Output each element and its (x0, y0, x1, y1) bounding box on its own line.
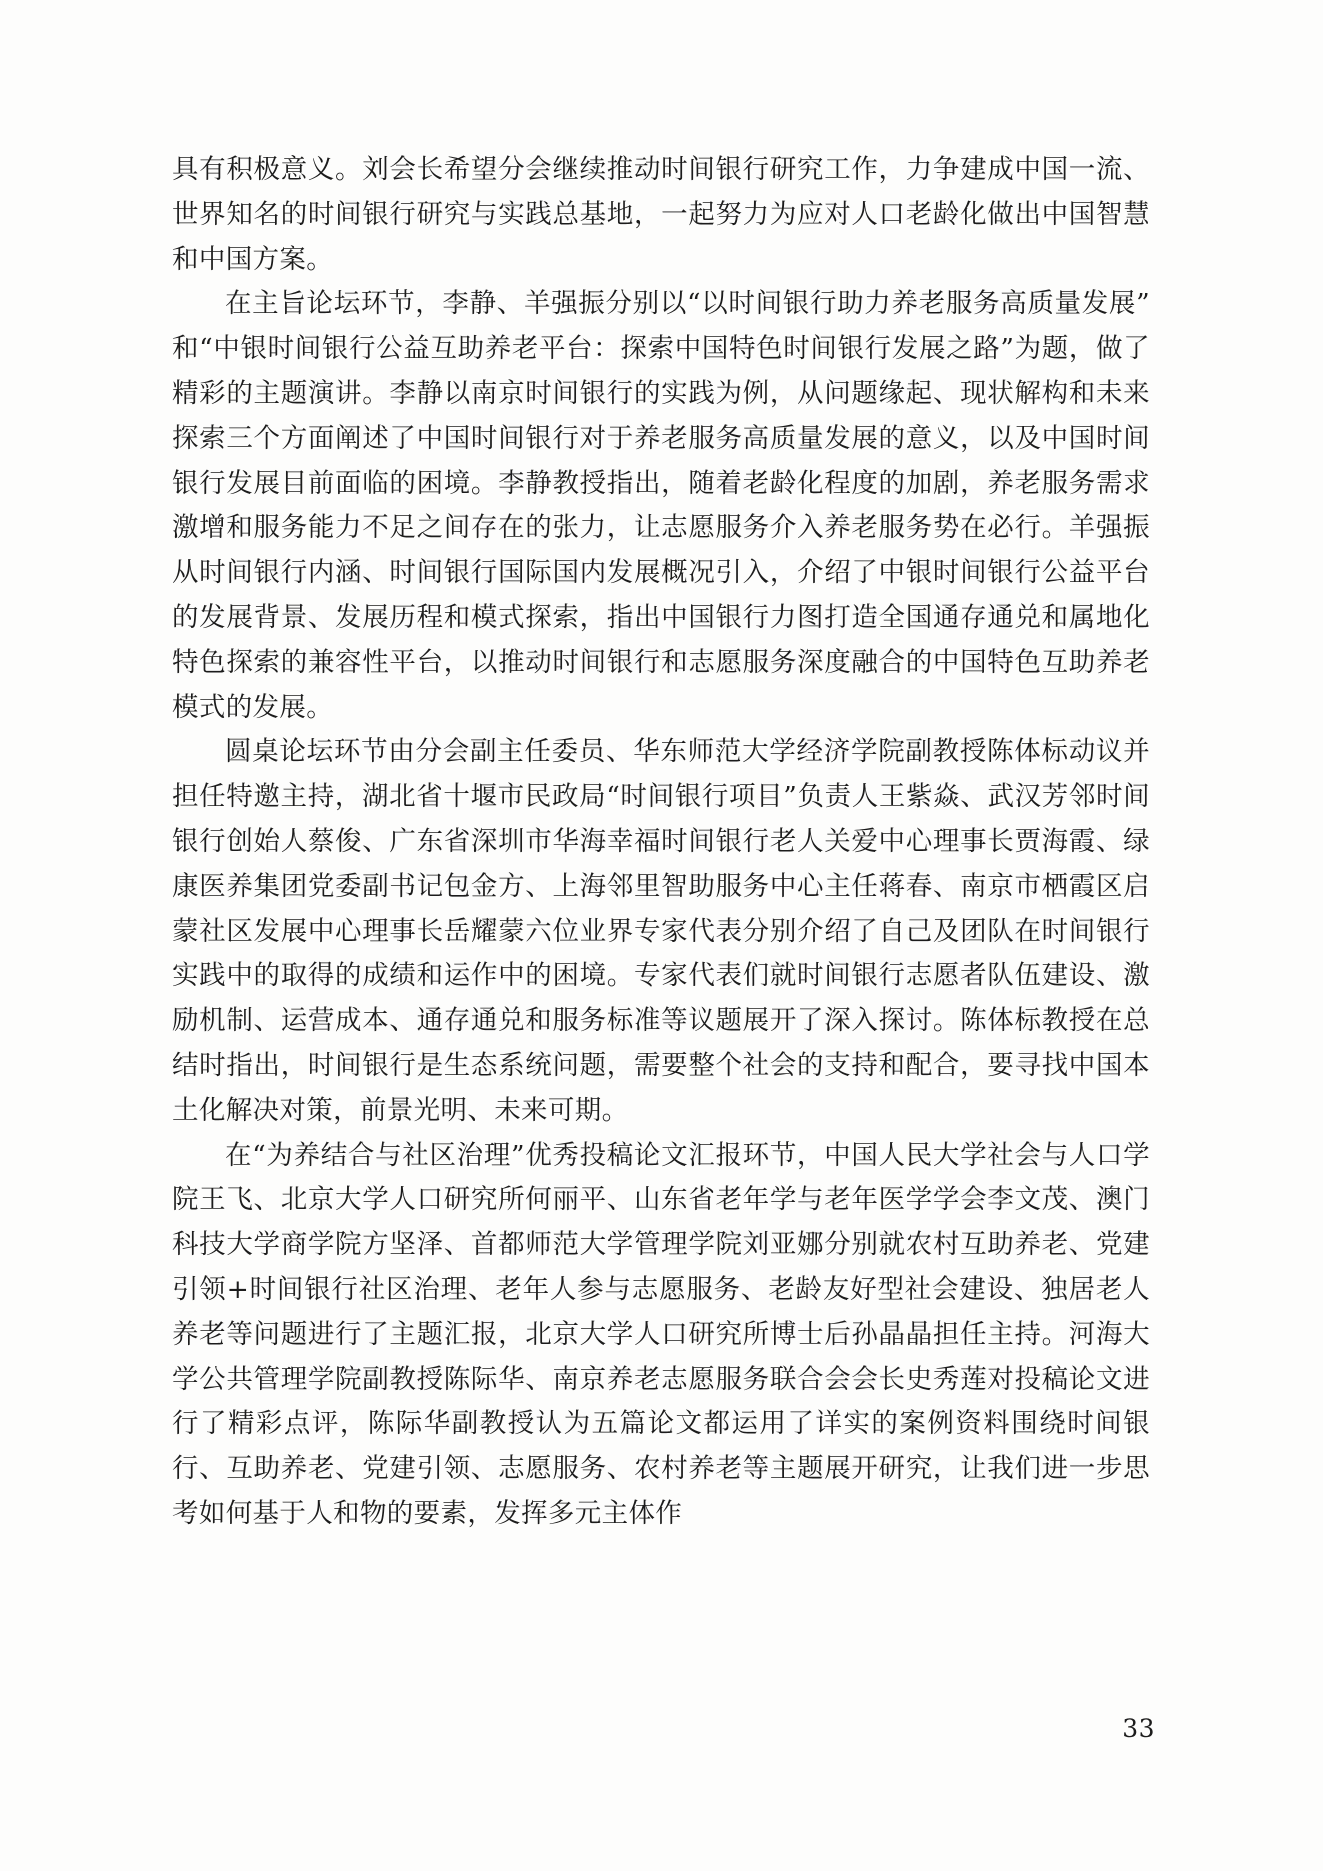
paragraph-keynote-forum: 在主旨论坛环节，李静、羊强振分别以“以时间银行助力养老服务高质量发展”和“中银时间银行公益互助养老平台：探索中国特色时间银行发展之路”为题，做了精彩的主题演讲。李静以南京时间银行的实践为例，从问题缘起、现状解构和未来探索三个方面阐述了中国时间银行对于养老服务高质量发展的意义，以及中国时间银行发展目前面临的困境。李静教授指出，随着老龄化程度的加剧，养老服务需求激增和服务能力不足之间存在的张力，让志愿服务介入养老服务势在必行。羊强振从时间银行内涵、时间银行国际国内发展概况引入，介绍了中银时间银行公益平台的发展背景、发展历程和模式探索，指出中国银行力图打造全国通存通兑和属地化特色探索的兼容性平台，以推动时间银行和志愿服务深度融合的中国特色互助养老模式的发展。 (172, 288, 1150, 723)
paragraph-roundtable-forum: 圆桌论坛环节由分会副主任委员、华东师范大学经济学院副教授陈体标动议并担任特邀主持，湖北省十堰市民政局“时间银行项目”负责人王紫焱、武汉芳邻时间银行创始人蔡俊、广东省深圳市华海幸福时间银行老人关爱中心理事长贾海霞、绿康医养集团党委副书记包金方、上海邻里智助服务中心主任蒋春、南京市栖霞区启蒙社区发展中心理事长岳耀蒙六位业界专家代表分别介绍了自己及团队在时间银行实践中的取得的成绩和运作中的困境。专家代表们就时间银行志愿者队伍建设、激励机制、运营成本、通存通兑和服务标准等议题展开了深入探讨。陈体标教授在总结时指出，时间银行是生态系统问题，需要整个社会的支持和配合，要寻找中国本土化解决对策，前景光明、未来可期。 (172, 736, 1150, 1126)
page-number: 33 (1122, 1714, 1155, 1743)
paragraph-continuation: 具有积极意义。刘会长希望分会继续推动时间银行研究工作，力争建成中国一流、世界知名的时间银行研究与实践总基地，一起努力为应对人口老龄化做出中国智慧和中国方案。 (172, 154, 1150, 275)
body-text-column (172, 148, 1150, 1537)
paragraph-paper-reports: 在“为养结合与社区治理”优秀投稿论文汇报环节，中国人民大学社会与人口学院王飞、北京大学人口研究所何丽平、山东省老年学与老年医学学会李文茂、澳门科技大学商学院方坚泽、首都师范大学管理学院刘亚娜分别就农村互助养老、党建引领+时间银行社区治理、老年人参与志愿服务、老龄友好型社会建设、独居老人养老等问题进行了主题汇报，北京大学人口研究所博士后孙晶晶担任主持。河海大学公共管理学院副教授陈际华、南京养老志愿服务联合会会长史秀莲对投稿论文进行了精彩点评，陈际华副教授认为五篇论文都运用了详实的案例资料围绕时间银行、互助养老、党建引领、志愿服务、农村养老等主题展开研究，让我们进一步思考如何基于人和物的要素，发挥多元主体作 (172, 1139, 1150, 1529)
